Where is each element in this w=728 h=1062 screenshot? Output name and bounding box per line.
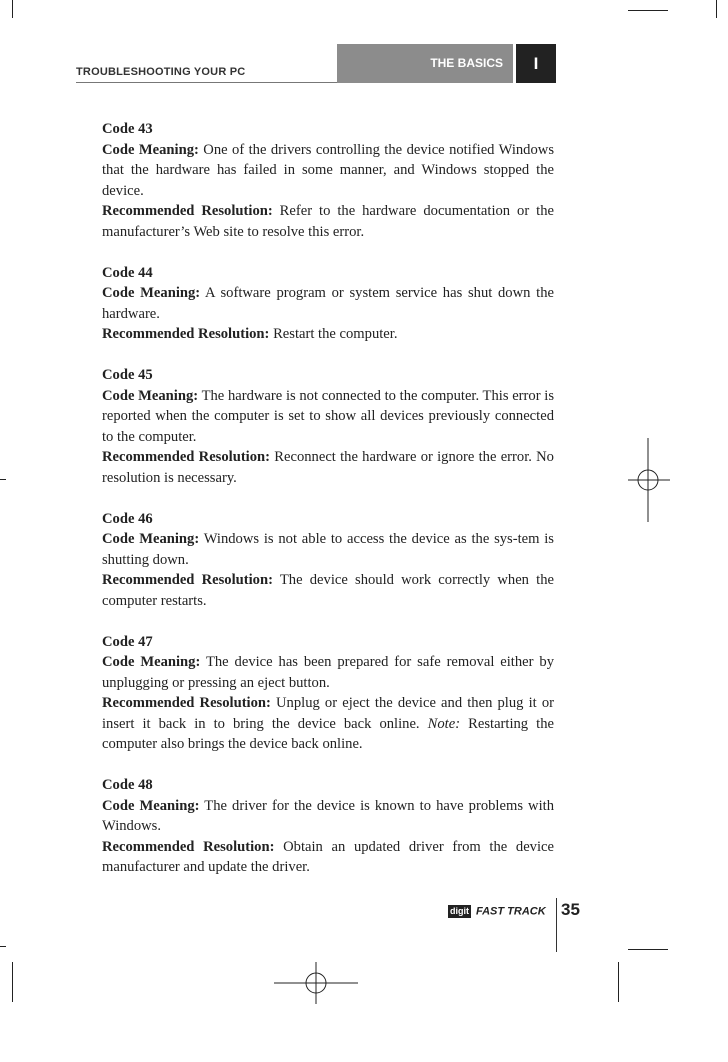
resolution-label: Recommended Resolution: <box>102 449 271 465</box>
footer-divider <box>556 898 557 952</box>
resolution-label: Recommended Resolution: <box>102 326 270 342</box>
meaning-label: Code Meaning: <box>102 531 200 547</box>
code-heading: Code 46 <box>102 510 153 527</box>
code-entry <box>102 775 554 878</box>
footer-brand <box>448 905 546 919</box>
meaning-label: Code Meaning: <box>102 797 200 814</box>
code-heading: Code 45 <box>102 367 153 383</box>
digit-logo: digit <box>450 906 469 916</box>
meaning-text: The driver for the device is known to have problems with Windows. <box>102 797 555 834</box>
code-meaning <box>102 283 554 324</box>
recommended-resolution <box>102 837 554 878</box>
code-meaning <box>102 652 554 693</box>
crop-mark <box>628 949 668 950</box>
chapter-number: I <box>516 44 556 83</box>
crop-mark <box>0 946 6 947</box>
resolution-text: Restart the computer. <box>269 326 398 342</box>
chapter-tab <box>337 44 513 83</box>
recommended-resolution <box>102 693 554 755</box>
meaning-text: A software program or system service has shut down the hardware. <box>102 285 554 322</box>
crop-mark <box>618 962 619 1002</box>
code-entry <box>102 365 554 488</box>
meaning-label: Code Meaning: <box>102 387 199 404</box>
code-meaning <box>102 386 554 448</box>
code-entry <box>102 119 554 242</box>
resolution-label: Recommended Resolution: <box>102 838 275 855</box>
meaning-text: Windows is not able to access the device as the sys-tem is shutting down. <box>102 531 554 568</box>
resolution-text: Unplug or eject the device and then plug it or insert it back in to bring the device back online. <box>102 695 554 732</box>
meaning-text: The hardware is not connected to the computer. This error is reported when the computer is set to show all devices previously connected to the computer. <box>102 387 554 445</box>
registration-mark-icon <box>624 438 674 522</box>
header-divider <box>76 82 338 83</box>
note-label: Note: <box>427 715 461 732</box>
note-text: Restarting the computer also brings the device back online. <box>102 715 554 752</box>
brand-label: FAST TRACK <box>476 905 546 918</box>
resolution-label: Recommended Resolution: <box>102 695 271 711</box>
section-title: TROUBLESHOOTING YOUR PC <box>76 66 246 78</box>
code-heading: Code 44 <box>102 264 153 281</box>
resolution-text: Obtain an updated driver from the device manufacturer and update the driver. <box>102 838 554 875</box>
recommended-resolution <box>102 447 554 488</box>
crop-mark <box>716 0 717 18</box>
crop-mark <box>12 962 13 1002</box>
crop-mark <box>0 479 6 480</box>
recommended-resolution <box>102 324 554 345</box>
resolution-text: Refer to the hardware documentation or the manufacturer’s Web site to resolve this error. <box>102 203 554 240</box>
registration-mark-icon <box>274 960 358 1010</box>
crop-mark <box>628 10 668 11</box>
chapter-tab-label: THE BASICS <box>430 56 503 70</box>
code-heading: Code 43 <box>102 121 153 137</box>
page-number: 35 <box>561 900 580 919</box>
recommended-resolution <box>102 570 554 611</box>
crop-mark <box>12 0 13 18</box>
code-meaning <box>102 529 554 570</box>
code-heading: Code 48 <box>102 777 153 793</box>
meaning-text: One of the drivers controlling the device notified Windows that the hardware has failed in some manner, and Windows stopped the device. <box>102 141 554 199</box>
code-entry <box>102 263 554 345</box>
code-meaning <box>102 140 554 202</box>
code-meaning <box>102 796 554 837</box>
code-entry <box>102 632 554 755</box>
page-content <box>102 119 554 898</box>
resolution-text: The device should work correctly when the computer restarts. <box>102 572 554 609</box>
resolution-text: Reconnect the hardware or ignore the error. No resolution is necessary. <box>102 449 554 486</box>
resolution-label: Recommended Resolution: <box>102 203 273 219</box>
code-entry <box>102 509 554 612</box>
meaning-label: Code Meaning: <box>102 285 201 301</box>
code-heading: Code 47 <box>102 633 153 650</box>
meaning-text: The device has been prepared for safe removal either by unplugging or pressing an eject button. <box>102 654 554 691</box>
meaning-label: Code Meaning: <box>102 141 199 158</box>
meaning-label: Code Meaning: <box>102 654 201 670</box>
resolution-label: Recommended Resolution: <box>102 572 273 588</box>
recommended-resolution <box>102 201 554 242</box>
